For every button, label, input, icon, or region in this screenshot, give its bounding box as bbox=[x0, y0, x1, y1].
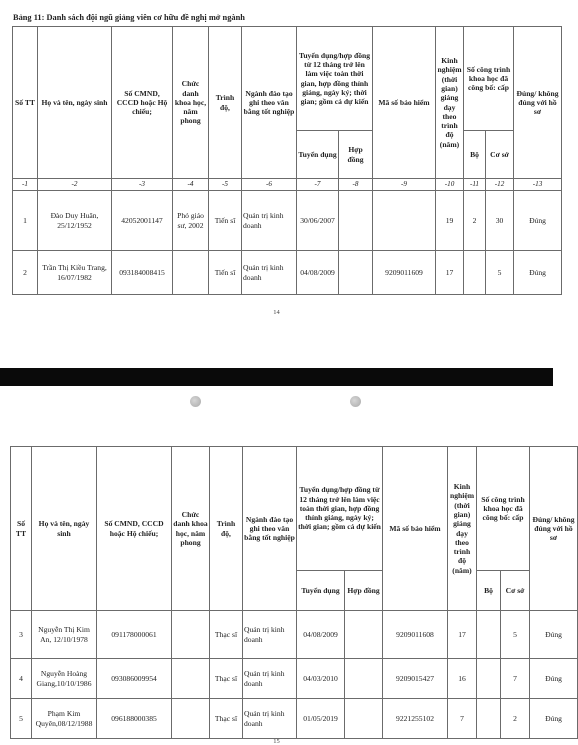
column-number: -9 bbox=[373, 179, 436, 191]
table-title: Bảng 11: Danh sách đội ngũ giảng viên cơ hữu đề nghị mở ngành bbox=[13, 13, 245, 22]
cell-experience: 19 bbox=[436, 191, 464, 251]
header-id: Số CMND, CCCD hoặc Hộ chiếu; bbox=[97, 447, 172, 611]
cell-stt: 3 bbox=[11, 611, 32, 659]
page-number: 15 bbox=[273, 738, 280, 745]
document-page-1 bbox=[0, 0, 559, 368]
cell-insurance: 9209011609 bbox=[373, 251, 436, 295]
table-row bbox=[11, 699, 578, 739]
header-insurance: Mã số bảo hiểm bbox=[383, 447, 448, 611]
header-name: Họ và tên, ngày sinh bbox=[38, 27, 112, 179]
cell-works-bo bbox=[477, 659, 501, 699]
cell-works-bo: 2 bbox=[464, 191, 486, 251]
cell-experience: 7 bbox=[448, 699, 477, 739]
cell-works-bo bbox=[477, 699, 501, 739]
cell-recruit: 04/08/2009 bbox=[297, 251, 339, 295]
cell-works-coso: 7 bbox=[501, 659, 530, 699]
header-works-bo: Bộ bbox=[464, 131, 486, 179]
header-experience: Kinh nghiệm (thời gian) giảng dạy theo trình độ (năm) bbox=[436, 27, 464, 179]
cell-works-coso: 5 bbox=[501, 611, 530, 659]
cell-major: Quản trị kinh doanh bbox=[242, 191, 297, 251]
cell-degree: Thạc sĩ bbox=[210, 659, 243, 699]
cell-name: Nguyễn Hoàng Giang,10/10/1986 bbox=[32, 659, 97, 699]
cell-contract bbox=[345, 659, 383, 699]
column-number-row bbox=[13, 179, 562, 191]
column-number: -4 bbox=[173, 179, 209, 191]
cell-major: Quản trị kinh doanh bbox=[243, 611, 297, 659]
header-experience: Kinh nghiệm (thời gian) giảng dạy theo trình độ (năm) bbox=[448, 447, 477, 611]
header-name: Họ và tên, ngày sinh bbox=[32, 447, 97, 611]
cell-id: 093184008415 bbox=[112, 251, 173, 295]
cell-valid: Đúng bbox=[530, 611, 578, 659]
cell-degree: Thạc sĩ bbox=[210, 611, 243, 659]
header-title: Chức danh khoa học, năm phong bbox=[172, 447, 210, 611]
header-works-bo: Bộ bbox=[477, 571, 501, 611]
cell-recruit: 04/03/2010 bbox=[297, 659, 345, 699]
column-number: -13 bbox=[514, 179, 562, 191]
header-recruit: Tuyển dụng/hợp đồng từ 12 tháng trở lên làm việc toàn thời gian, hợp đồng thỉnh giảng, ngày ký; thời gian; gồm cả dự kiến bbox=[297, 27, 373, 131]
page-number: 14 bbox=[273, 309, 280, 316]
cell-works-bo bbox=[464, 251, 486, 295]
cell-works-bo bbox=[477, 611, 501, 659]
header-works: Số công trình khoa học đã công bố: cấp bbox=[464, 27, 514, 131]
cell-insurance: 9209011608 bbox=[383, 611, 448, 659]
column-number: -7 bbox=[297, 179, 339, 191]
header-major: Ngành đào tạo ghi theo văn bằng tốt nghiệp bbox=[243, 447, 297, 611]
column-number: -6 bbox=[242, 179, 297, 191]
cell-insurance bbox=[373, 191, 436, 251]
table-row bbox=[13, 251, 562, 295]
header-valid: Đúng/ không đúng với hồ sơ bbox=[514, 27, 562, 179]
column-number: -12 bbox=[486, 179, 514, 191]
page-separator bbox=[0, 368, 553, 386]
header-degree: Trình độ, bbox=[210, 447, 243, 611]
cell-stt: 4 bbox=[11, 659, 32, 699]
header-works: Số công trình khoa học đã công bố: cấp bbox=[477, 447, 530, 571]
cell-major: Quản trị kinh doanh bbox=[243, 699, 297, 739]
header-major: Ngành đào tạo ghi theo văn bằng tốt nghiệp bbox=[242, 27, 297, 179]
cell-contract bbox=[345, 611, 383, 659]
cell-stt: 5 bbox=[11, 699, 32, 739]
cell-name: Nguyễn Thị Kim An, 12/10/1978 bbox=[32, 611, 97, 659]
cell-major: Quản trị kinh doanh bbox=[243, 659, 297, 699]
cell-degree: Thạc sĩ bbox=[210, 699, 243, 739]
cell-contract bbox=[339, 191, 373, 251]
header-works-coso: Cơ sở bbox=[486, 131, 514, 179]
cell-stt: 1 bbox=[13, 191, 38, 251]
column-number: -11 bbox=[464, 179, 486, 191]
cell-id: 093086009954 bbox=[97, 659, 172, 699]
cell-recruit: 30/06/2007 bbox=[297, 191, 339, 251]
cell-stt: 2 bbox=[13, 251, 38, 295]
header-contract-sub: Hợp đồng bbox=[339, 131, 373, 179]
punch-hole-icon bbox=[350, 396, 361, 407]
cell-works-coso: 2 bbox=[501, 699, 530, 739]
column-number: -2 bbox=[38, 179, 112, 191]
cell-major: Quản trị kinh doanh bbox=[242, 251, 297, 295]
document-page-2 bbox=[0, 386, 575, 745]
cell-title bbox=[172, 699, 210, 739]
cell-name: Đào Duy Huân, 25/12/1952 bbox=[38, 191, 112, 251]
punch-hole-icon bbox=[190, 396, 201, 407]
header-works-coso: Cơ sở bbox=[501, 571, 530, 611]
cell-recruit: 01/05/2019 bbox=[297, 699, 345, 739]
cell-title bbox=[173, 251, 209, 295]
table-row bbox=[13, 191, 562, 251]
column-number: -10 bbox=[436, 179, 464, 191]
cell-title: Phó giáo sư, 2002 bbox=[173, 191, 209, 251]
cell-title bbox=[172, 611, 210, 659]
cell-valid: Đúng bbox=[530, 659, 578, 699]
cell-valid: Đúng bbox=[514, 251, 562, 295]
header-stt: Số TT bbox=[13, 27, 38, 179]
cell-degree: Tiến sĩ bbox=[209, 251, 242, 295]
lecturer-table-page-2 bbox=[10, 446, 578, 739]
cell-recruit: 04/08/2009 bbox=[297, 611, 345, 659]
cell-id: 091178000061 bbox=[97, 611, 172, 659]
cell-valid: Đúng bbox=[530, 699, 578, 739]
column-number: -1 bbox=[13, 179, 38, 191]
table-row bbox=[11, 611, 578, 659]
header-id: Số CMND, CCCD hoặc Hộ chiếu; bbox=[112, 27, 173, 179]
column-number: -5 bbox=[209, 179, 242, 191]
cell-experience: 17 bbox=[448, 611, 477, 659]
cell-title bbox=[172, 659, 210, 699]
table-row bbox=[11, 659, 578, 699]
cell-works-coso: 5 bbox=[486, 251, 514, 295]
header-recruit-sub: Tuyển dụng bbox=[297, 571, 345, 611]
cell-experience: 17 bbox=[436, 251, 464, 295]
cell-name: Trần Thị Kiều Trang, 16/07/1982 bbox=[38, 251, 112, 295]
lecturer-table-page-1 bbox=[12, 26, 562, 295]
column-number: -3 bbox=[112, 179, 173, 191]
cell-name: Phạm Kim Quyên,08/12/1988 bbox=[32, 699, 97, 739]
cell-contract bbox=[339, 251, 373, 295]
header-recruit-sub: Tuyển dụng bbox=[297, 131, 339, 179]
cell-contract bbox=[345, 699, 383, 739]
cell-works-coso: 30 bbox=[486, 191, 514, 251]
cell-degree: Tiến sĩ bbox=[209, 191, 242, 251]
header-degree: Trình độ, bbox=[209, 27, 242, 179]
cell-id: 096188000385 bbox=[97, 699, 172, 739]
header-title: Chức danh khoa học, năm phong bbox=[173, 27, 209, 179]
header-stt: Số TT bbox=[11, 447, 32, 611]
header-valid: Đúng/ không đúng với hồ sơ bbox=[530, 447, 578, 611]
cell-insurance: 9221255102 bbox=[383, 699, 448, 739]
cell-id: 42052001147 bbox=[112, 191, 173, 251]
header-insurance: Mã số bảo hiểm bbox=[373, 27, 436, 179]
cell-experience: 16 bbox=[448, 659, 477, 699]
header-contract-sub: Hợp đồng bbox=[345, 571, 383, 611]
header-recruit: Tuyển dụng/hợp đồng từ 12 tháng trở lên làm việc toàn thời gian, hợp đồng thỉnh giảng, ngày ký; thời gian; gồm cả dự kiến bbox=[297, 447, 383, 571]
column-number: -8 bbox=[339, 179, 373, 191]
cell-insurance: 9209015427 bbox=[383, 659, 448, 699]
cell-valid: Đúng bbox=[514, 191, 562, 251]
